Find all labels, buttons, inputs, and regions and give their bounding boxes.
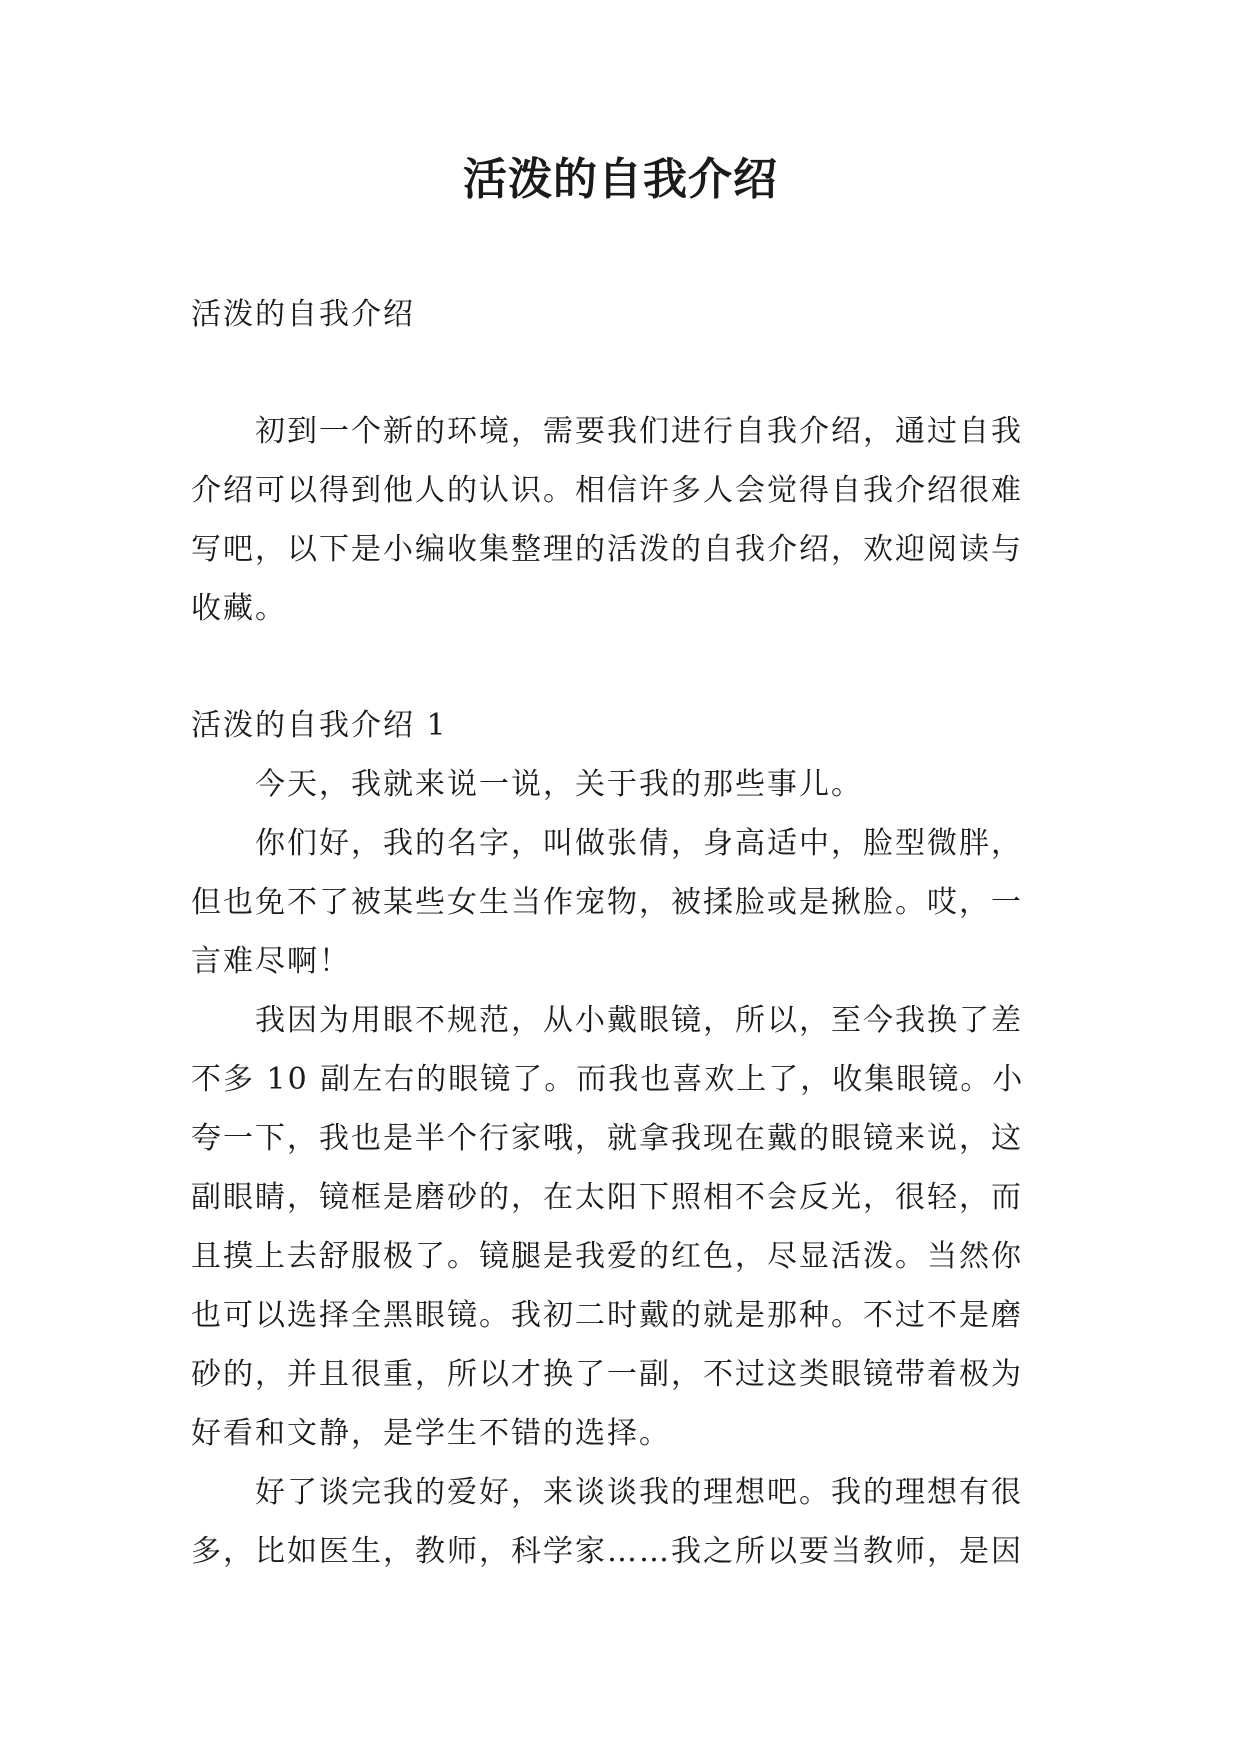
intro-paragraph: 初到一个新的环境，需要我们进行自我介绍，通过自我介绍可以得到他人的认识。相信许多人会觉得自我介绍很难写吧，以下是小编收集整理的活泼的自我介绍，欢迎阅读与收藏。 bbox=[191, 414, 1023, 626]
paragraph: 今天，我就来说一说，关于我的那些事儿。 bbox=[255, 767, 863, 802]
section-heading: 活泼的自我介绍 1 bbox=[191, 708, 448, 743]
document-body bbox=[191, 285, 1051, 1581]
document-subtitle: 活泼的自我介绍 bbox=[191, 297, 415, 332]
paragraph: 我因为用眼不规范，从小戴眼镜，所以，至今我换了差不多 10 副左右的眼镜了。而我也喜欢上了，收集眼镜。小夸一下，我也是半个行家哦，就拿我现在戴的眼镜来说，这副眼睛，镜框是磨砂的，在太阳下照相不会反光，很轻，而且摸上去舒服极了。镜腿是我爱的红色，尽显活泼。当然你也可以选择全黑眼镜。我初二时戴的就是那种。不过不是磨砂的，并且很重，所以才换了一副，不过这类眼镜带着极为好看和文静，是学生不错的选择。 bbox=[191, 1003, 1025, 1451]
page-title: 活泼的自我介绍 bbox=[463, 154, 778, 205]
paragraph: 好了谈完我的爱好，来谈谈我的理想吧。我的理想有很多，比如医生，教师，科学家……我之所以要当教师，是因 bbox=[191, 1475, 1023, 1569]
paragraph: 你们好，我的名字，叫做张倩，身高适中，脸型微胖，但也免不了被某些女生当作宠物，被揉脸或是揪脸。哎，一言难尽啊！ bbox=[191, 826, 1023, 979]
